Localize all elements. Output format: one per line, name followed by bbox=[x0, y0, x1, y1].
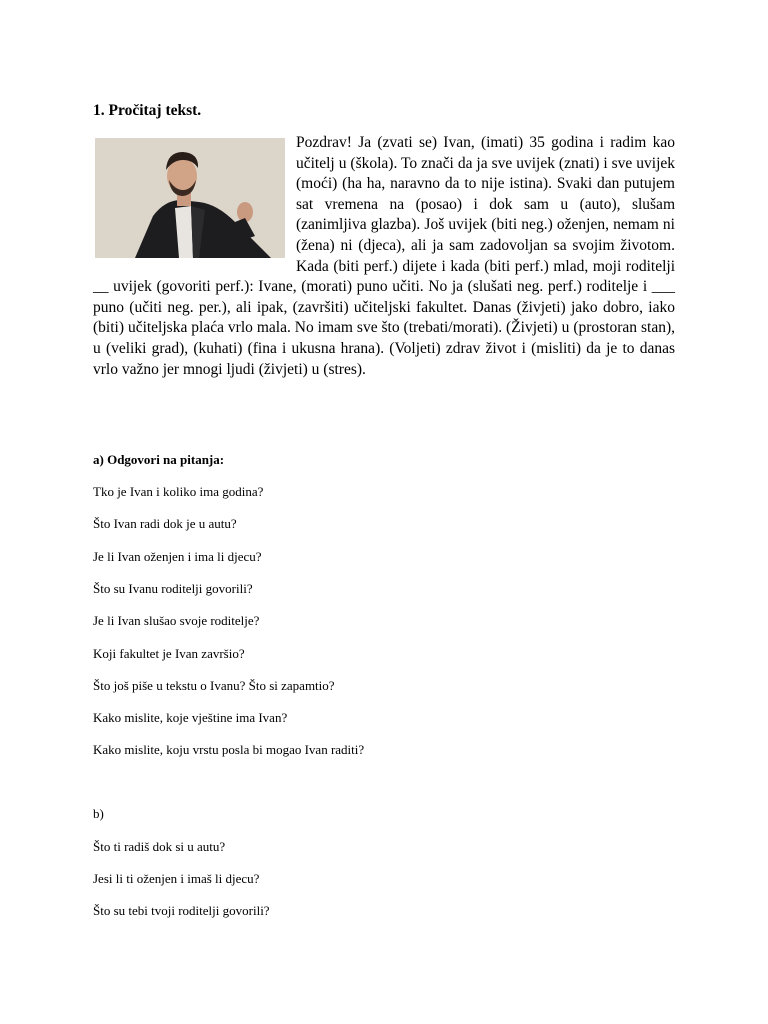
question-a-2: Što Ivan radi dok je u autu? bbox=[93, 516, 237, 531]
question-a-8: Kako mislite, koje vještine ima Ivan? bbox=[93, 710, 288, 725]
question-b-1: Što ti radiš dok si u autu? bbox=[93, 839, 226, 854]
question-a-5: Je li Ivan slušao svoje roditelje? bbox=[93, 613, 260, 628]
question-a-1: Tko je Ivan i koliko ima godina? bbox=[93, 484, 264, 499]
reading-passage: Pozdrav! Ja (zvati se) Ivan, (imati) 35 godina i radim kao učitelj u (škola). To znači da ja sve uvijek (znati) i sve uvijek (moći) (ha ha, naravno da to nije istina). Svaki dan putujem sat vremena na (posao) i dok sam u (auto), slušam (zanimljiva glazba). Još uvijek (biti neg.) oženjen, nemam ni (žena) ni (djeca), ali ja sam zadovoljan sa svojim životom. Kada (biti perf.) dijete i kada (biti perf.) mlad, moji roditelji __ uvijek (govoriti perf.): Ivane, (morati) puno učiti. No ja (slušati neg. perf.) roditelje i ___ puno (učiti neg. per.), ali ipak, (završiti) učiteljski fakultet. Danas (živjeti) jako dobro, iako (biti) učiteljska plaća vrlo mala. No imam sve što (trebati/morati). (Živjeti) u (prostoran stan), u (veliki grad), (kuhati) (fina i ukusna hrana). (Voljeti) zdrav život i (misliti) da je to danas vrlo važno jer mnogi ljudi (živjeti) u (stres). bbox=[93, 134, 675, 378]
question-a-9: Kako mislite, koju vrstu posla bi mogao Ivan raditi? bbox=[93, 742, 365, 757]
question-b-2: Jesi li ti oženjen i imaš li djecu? bbox=[93, 871, 260, 886]
photo-wrap-spacer bbox=[93, 133, 296, 276]
section-b-heading: b) bbox=[93, 806, 104, 821]
exercise-heading: 1. Pročitaj tekst. bbox=[93, 102, 202, 119]
section-a-heading: a) Odgovori na pitanja: bbox=[93, 452, 225, 467]
question-a-6: Koji fakultet je Ivan završio? bbox=[93, 646, 245, 661]
question-a-4: Što su Ivanu roditelji govorili? bbox=[93, 581, 253, 596]
question-a-7: Što još piše u tekstu o Ivanu? Što si zapamtio? bbox=[93, 678, 335, 693]
question-b-3: Što su tebi tvoji roditelji govorili? bbox=[93, 903, 270, 918]
question-a-3: Je li Ivan oženjen i ima li djecu? bbox=[93, 549, 262, 564]
